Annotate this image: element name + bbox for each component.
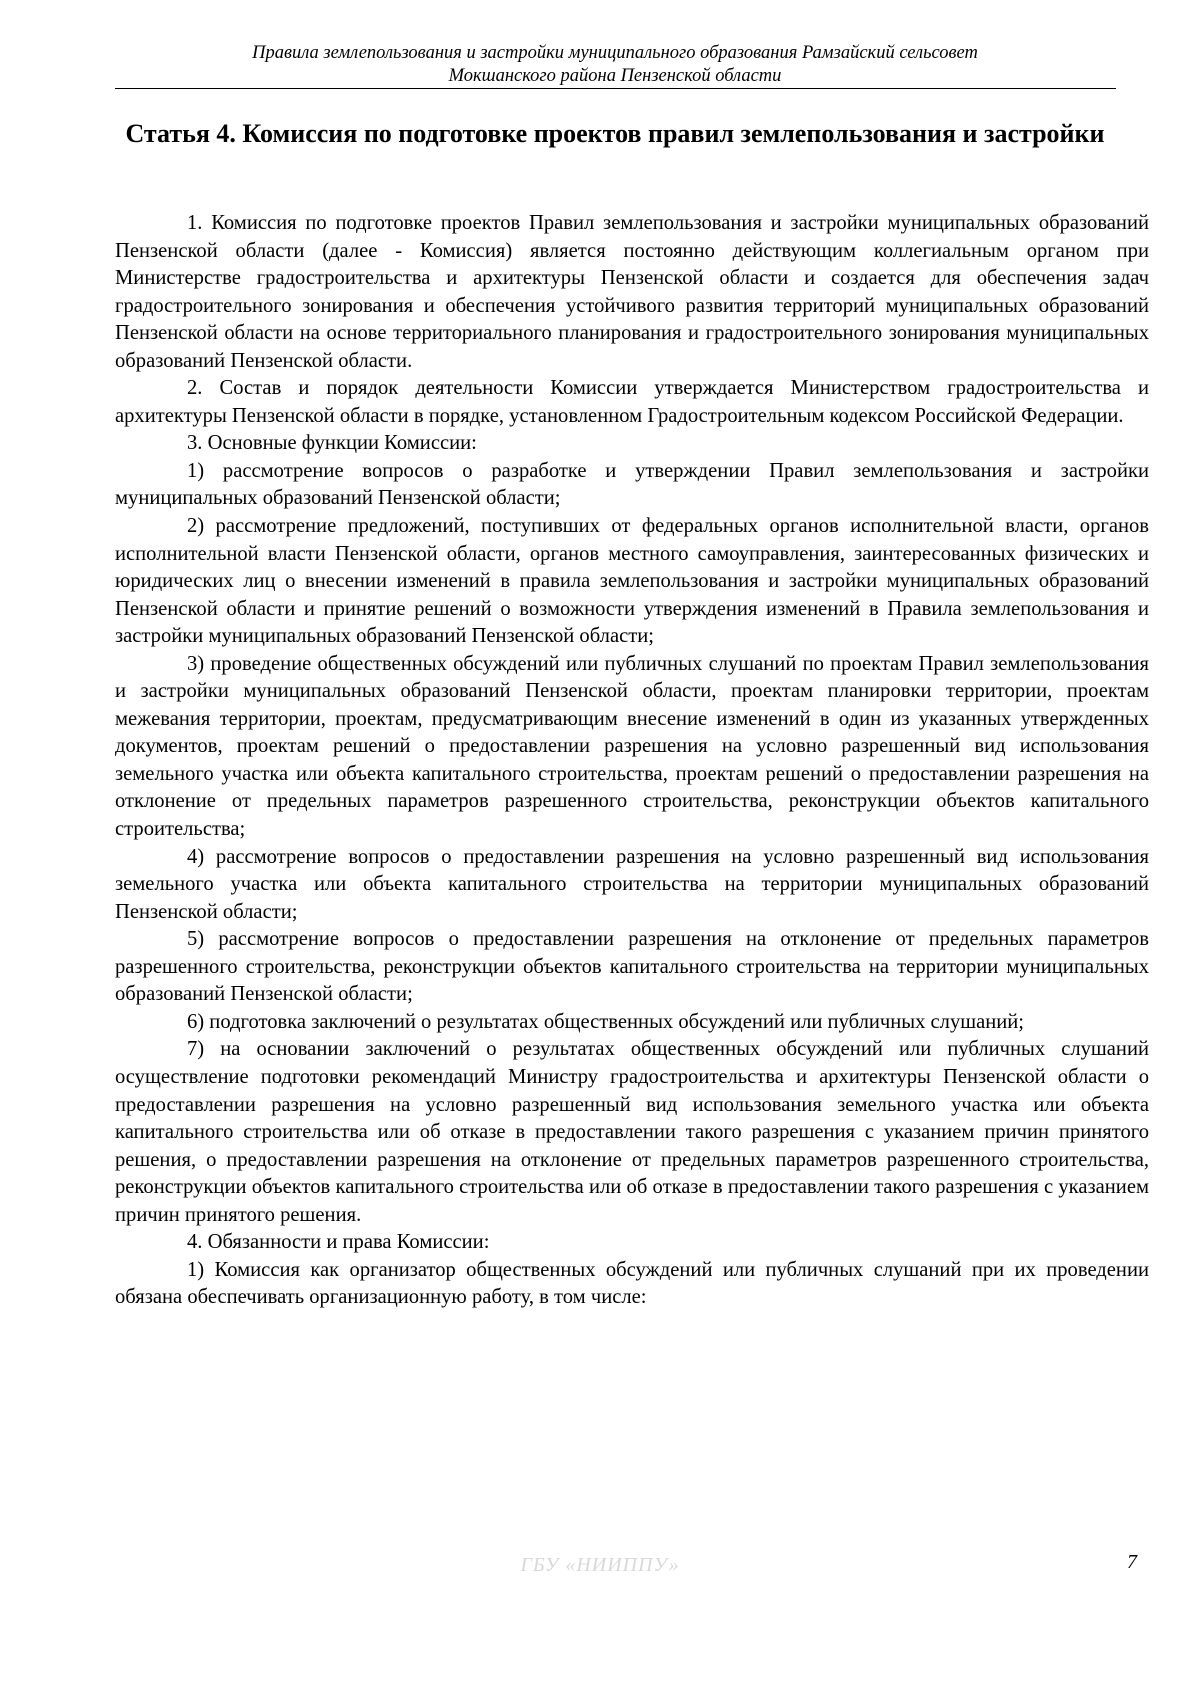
paragraph: 2. Состав и порядок деятельности Комиссии утверждается Министерством градостроительства и архитектуры Пензенской области в порядке, установленном Градостроительным кодексом Российской Федерации. bbox=[115, 377, 1149, 427]
footer-organization: ГБУ «НИИППУ» bbox=[520, 1554, 680, 1576]
page-number: 7 bbox=[1127, 1551, 1137, 1573]
article-title: Статья 4. Комиссия по подготовке проектов правил землепользования и застройки bbox=[125, 119, 1105, 148]
paragraph: 3) проведение общественных обсуждений или публичных слушаний по проектам Правил землепользования и застройки муниципальных образований Пензенской области, проектам планировки территории, проектам межевания территории, проектам, предусматривающим внесение изменений в один из указанных утвержденных документов, проектам решений о предоставлении разрешения на условно разрешенный вид использования земельного участка или объекта капитального строительства, проектам решений о предоставлении разрешения на отклонение от предельных параметров разрешенного строительства, реконструкции объектов капитального строительства; bbox=[115, 652, 1149, 841]
paragraph: 3. Основные функции Комиссии: bbox=[187, 432, 477, 455]
header-line-2: Мокшанского района Пензенской области bbox=[448, 66, 782, 86]
paragraph: 1. Комиссия по подготовке проектов Правил землепользования и застройки муниципальных образований Пензенской области (далее - Комиссия) является постоянно действующим коллегиальным органом при Министерстве градостроительства и архитектуры Пензенской области и создается для обеспечения задач градостроительного зонирования и обеспечения устойчивого развития территорий муниципальных образований Пензенской области на основе территориального планирования и градостроительного зонирования муниципальных образований Пензенской области. bbox=[115, 212, 1149, 372]
running-header bbox=[115, 42, 1115, 88]
paragraph: 4) рассмотрение вопросов о предоставлении разрешения на условно разрешенный вид использования земельного участка или объекта капитального строительства на территории муниципальных образований Пензенской области; bbox=[115, 845, 1149, 923]
paragraph: 5) рассмотрение вопросов о предоставлении разрешения на отклонение от предельных параметров разрешенного строительства, реконструкции объектов капитального строительства на территории муниципальных образований Пензенской области; bbox=[115, 928, 1149, 1006]
paragraph: 2) рассмотрение предложений, поступивших от федеральных органов исполнительной власти, органов исполнительной власти Пензенской области, органов местного самоуправления, заинтересованных физических и юридических лиц о внесении изменений в правила землепользования и застройки муниципальных образований Пензенской области и принятие решений о возможности утверждения изменений в Правила землепользования и застройки муниципальных образований Пензенской области; bbox=[115, 515, 1149, 648]
paragraph: 1) Комиссия как организатор общественных обсуждений или публичных слушаний при их проведении обязана обеспечивать организационную работу, в том числе: bbox=[115, 1258, 1149, 1309]
header-divider bbox=[115, 88, 1116, 89]
header-line-1: Правила землепользования и застройки муниципального образования Рамзайский сельсовет bbox=[252, 43, 978, 63]
paragraph: 4. Обязанности и права Комиссии: bbox=[187, 1231, 490, 1254]
paragraph: 6) подготовка заключений о результатах общественных обсуждений или публичных слушаний; bbox=[187, 1010, 1025, 1033]
article-body bbox=[115, 210, 1149, 1312]
paragraph: 1) рассмотрение вопросов о разработке и утверждении Правил землепользования и застройки муниципальных образований Пензенской области; bbox=[115, 459, 1149, 510]
paragraph: 7) на основании заключений о результатах общественных обсуждений или публичных слушаний осуществление подготовки рекомендаций Министру градостроительства и архитектуры Пензенской области о предоставлении разрешения на условно разрешенный вид использования земельного участка или объекта капитального строительства или об отказе в предоставлении такого разрешения с указанием причин принятого решения, о предоставлении разрешения на отклонение от предельных параметров разрешенного строительства, реконструкции объектов капитального строительства или об отказе в предоставлении такого разрешения с указанием причин принятого решения. bbox=[115, 1038, 1149, 1226]
